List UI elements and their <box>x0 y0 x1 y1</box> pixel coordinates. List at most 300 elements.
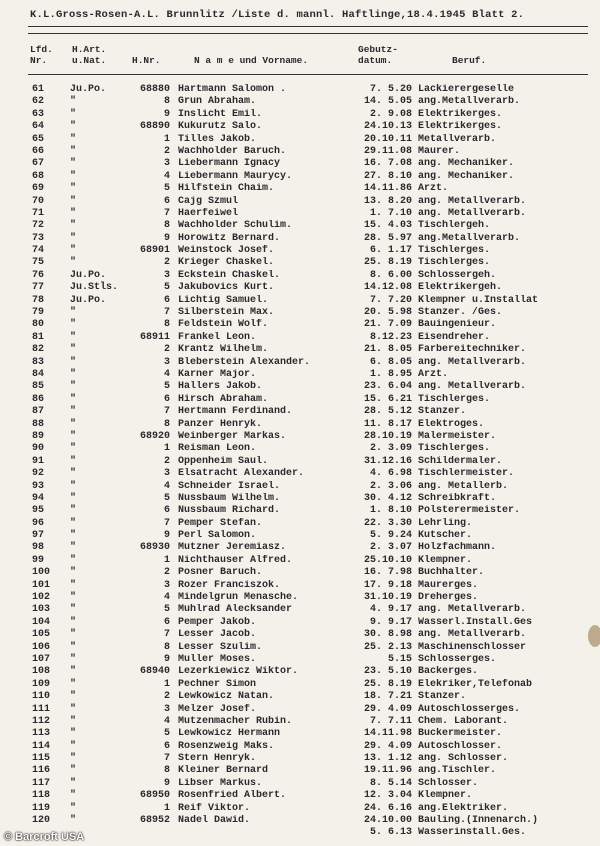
row-number: 102 <box>32 592 51 604</box>
row-name: Lewkowicz Hermann <box>178 728 281 740</box>
row-nationality: " <box>70 678 77 690</box>
row-number: 99 <box>32 554 45 566</box>
row-birthdate: 4. 6.98 <box>369 468 412 480</box>
row-number: 92 <box>32 468 45 480</box>
row-number: 117 <box>32 777 51 789</box>
row-number: 62 <box>32 96 45 108</box>
row-occupation: ang.Elektriker. <box>418 802 509 814</box>
row-occupation: Buchhalter. <box>418 567 485 579</box>
row-nationality: " <box>70 183 77 195</box>
list-row <box>0 357 600 369</box>
row-prisoner-number: 4 <box>163 480 170 492</box>
row-birthdate: 23. 6.04 <box>363 381 412 393</box>
row-birthdate: 29. 4.09 <box>363 740 412 752</box>
row-prisoner-number: 6 <box>163 505 170 517</box>
row-nationality: " <box>70 393 77 405</box>
list-row <box>0 555 600 567</box>
list-row <box>0 741 600 753</box>
list-row <box>0 381 600 393</box>
row-prisoner-number: 2 <box>163 567 170 579</box>
row-occupation: Autoschlosserges. <box>418 703 521 715</box>
row-number: 65 <box>32 133 45 145</box>
row-nationality: " <box>70 245 77 257</box>
row-name: Mutzenmacher Rubin. <box>178 715 293 727</box>
row-nationality: " <box>70 802 77 814</box>
row-occupation: Stanzer. <box>418 691 467 703</box>
row-prisoner-number: 9 <box>163 653 170 665</box>
row-number: 83 <box>32 356 45 368</box>
row-name: Libser Markus. <box>178 777 263 789</box>
row-number: 74 <box>32 245 45 257</box>
paper-stain <box>588 625 600 647</box>
row-birthdate: 23. 5.10 <box>363 666 412 678</box>
row-number: 108 <box>32 666 51 678</box>
row-birthdate: 27. 8.10 <box>363 170 412 182</box>
row-occupation: Wasserinstall.Ges. <box>418 827 527 839</box>
row-name: Schneider Israel. <box>178 480 281 492</box>
list-row <box>0 728 600 740</box>
row-prisoner-number: 2 <box>163 257 170 269</box>
row-nationality: " <box>70 616 77 628</box>
list-row <box>0 96 600 108</box>
row-birthdate: 1. 7.10 <box>369 207 412 219</box>
row-prisoner-number: 6 <box>163 294 170 306</box>
row-birthdate: 8. 5.14 <box>369 777 412 789</box>
row-name: Reisman Leon. <box>178 443 257 455</box>
row-number: 90 <box>32 443 45 455</box>
row-name: Rosenzweig Maks. <box>178 740 275 752</box>
row-occupation: Metallverarb. <box>418 133 497 145</box>
row-prisoner-number: 9 <box>163 530 170 542</box>
row-occupation: Tischlermeister. <box>418 468 515 480</box>
row-number: 88 <box>32 418 45 430</box>
row-birthdate: 31.12.16 <box>363 455 412 467</box>
row-nationality: " <box>70 765 77 777</box>
row-nationality: " <box>70 170 77 182</box>
row-prisoner-number: 6 <box>163 195 170 207</box>
row-prisoner-number: 8 <box>163 765 170 777</box>
row-birthdate: 28. 5.97 <box>363 232 412 244</box>
row-prisoner-number: 1 <box>163 802 170 814</box>
list-row <box>0 704 600 716</box>
row-birthdate: 14.12.08 <box>363 282 412 294</box>
row-occupation: Farbereitechniker. <box>418 344 527 356</box>
list-row <box>0 307 600 319</box>
row-birthdate: 5.15 <box>387 653 412 665</box>
row-birthdate: 22. 3.30 <box>363 517 412 529</box>
list-row <box>0 171 600 183</box>
row-occupation: ang. Metallverarb. <box>418 604 527 616</box>
row-occupation: ang. Mechaniker. <box>418 158 515 170</box>
header-occupation: Beruf. <box>452 55 487 66</box>
row-number: 89 <box>32 430 45 442</box>
row-name: Lesser Jacob. <box>178 629 257 641</box>
list-row <box>0 827 600 839</box>
row-birthdate: 14.11.98 <box>363 728 412 740</box>
row-nationality: " <box>70 368 77 380</box>
row-birthdate: 24.10.00 <box>363 815 412 827</box>
row-birthdate: 5. 6.13 <box>369 827 412 839</box>
row-name: Liebermann Maurycy. <box>178 170 293 182</box>
row-number: 101 <box>32 579 51 591</box>
row-prisoner-number: 1 <box>163 133 170 145</box>
row-nationality: " <box>70 777 77 789</box>
row-nationality: " <box>70 653 77 665</box>
row-occupation: ang.Metallverarb. <box>418 96 521 108</box>
row-birthdate: 24.10.13 <box>363 121 412 133</box>
list-row <box>0 592 600 604</box>
list-row <box>0 220 600 232</box>
row-nationality: " <box>70 815 77 827</box>
row-nationality: " <box>70 319 77 331</box>
row-prisoner-number: 3 <box>163 356 170 368</box>
list-row <box>0 146 600 158</box>
row-birthdate: 14.11.86 <box>363 183 412 195</box>
row-occupation: ang.Metallverarb. <box>418 232 521 244</box>
row-nationality: " <box>70 257 77 269</box>
row-prisoner-number: 4 <box>163 592 170 604</box>
row-occupation: Tischlerges. <box>418 245 491 257</box>
row-occupation: Elektrikerges. <box>418 108 503 120</box>
row-number: 71 <box>32 207 45 219</box>
row-name: Jakubovics Kurt. <box>178 282 275 294</box>
row-birthdate: 11. 8.17 <box>363 418 412 430</box>
row-occupation: ang.Tischler. <box>418 765 497 777</box>
row-occupation: Eisendreher. <box>418 331 491 343</box>
list-row <box>0 815 600 827</box>
row-occupation: Klempner u.Installat <box>418 294 539 306</box>
row-number: 94 <box>32 492 45 504</box>
row-nationality: " <box>70 703 77 715</box>
row-name: Bleberstein Alexander. <box>178 356 311 368</box>
row-name: Liebermann Ignacy <box>178 158 281 170</box>
row-occupation: Autoschlosser. <box>418 740 503 752</box>
row-nationality: " <box>70 505 77 517</box>
row-birthdate: 4. 9.17 <box>369 604 412 616</box>
row-birthdate: 29. 4.09 <box>363 703 412 715</box>
row-number: 116 <box>32 765 51 777</box>
row-prisoner-number: 5 <box>163 728 170 740</box>
list-row <box>0 270 600 282</box>
list-row <box>0 493 600 505</box>
row-nationality: Ju.Po. <box>70 269 107 281</box>
row-occupation: Bauingenieur. <box>418 319 497 331</box>
row-number: 115 <box>32 753 51 765</box>
list-row <box>0 803 600 815</box>
row-number: 106 <box>32 641 51 653</box>
row-birthdate: 25.10.10 <box>363 554 412 566</box>
row-birthdate: 2. 3.06 <box>369 480 412 492</box>
row-birthdate: 16. 7.08 <box>363 158 412 170</box>
row-occupation: Lackierergeselle <box>418 84 515 95</box>
row-nationality: " <box>70 207 77 219</box>
row-birthdate: 18. 7.21 <box>363 691 412 703</box>
row-prisoner-number: 8 <box>163 641 170 653</box>
row-birthdate: 5. 9.24 <box>369 530 412 542</box>
row-name: Horowitz Bernard. <box>178 232 281 244</box>
row-birthdate: 9. 9.17 <box>369 616 412 628</box>
row-nationality: " <box>70 480 77 492</box>
list-row <box>0 406 600 418</box>
row-occupation: Schlosser. <box>418 777 479 789</box>
row-occupation: Stanzer. <box>418 406 467 418</box>
row-name: Oppenheim Saul. <box>178 455 269 467</box>
row-nationality: " <box>70 517 77 529</box>
row-prisoner-number: 68880 <box>139 84 170 95</box>
row-number: 93 <box>32 480 45 492</box>
row-prisoner-number: 7 <box>163 629 170 641</box>
list-row <box>0 691 600 703</box>
row-prisoner-number: 68952 <box>139 815 170 827</box>
row-name: Inslicht Emil. <box>178 108 263 120</box>
row-birthdate: 14. 5.05 <box>363 96 412 108</box>
row-nationality: " <box>70 740 77 752</box>
header-rule <box>28 74 588 75</box>
row-nationality: " <box>70 145 77 157</box>
row-occupation: ang. Metallerb. <box>418 480 509 492</box>
row-name: Reif Viktor. <box>178 802 251 814</box>
row-occupation: Wasserl.Install.Ges <box>418 616 533 628</box>
row-prisoner-number: 2 <box>163 455 170 467</box>
row-number: 112 <box>32 715 51 727</box>
row-occupation: Malermeister. <box>418 430 497 442</box>
row-name: Weinberger Markas. <box>178 430 287 442</box>
row-birthdate: 1. 8.95 <box>369 368 412 380</box>
row-nationality: " <box>70 728 77 740</box>
row-nationality: " <box>70 195 77 207</box>
row-name: Eckstein Chaskel. <box>178 269 281 281</box>
list-row <box>0 642 600 654</box>
row-occupation: Bauling.(Innenarch.) <box>418 815 539 827</box>
list-row <box>0 481 600 493</box>
row-occupation: Arzt. <box>418 368 449 380</box>
row-number: 68 <box>32 170 45 182</box>
row-prisoner-number: 6 <box>163 616 170 628</box>
row-number: 64 <box>32 121 45 133</box>
row-name: Wachholder Schulim. <box>178 220 293 232</box>
row-nationality: " <box>70 406 77 418</box>
list-row <box>0 319 600 331</box>
row-birthdate: 19.11.96 <box>363 765 412 777</box>
row-nationality: " <box>70 468 77 480</box>
list-row <box>0 716 600 728</box>
row-nationality: " <box>70 592 77 604</box>
list-row <box>0 332 600 344</box>
row-name: Cajg Szmul <box>178 195 239 207</box>
row-occupation: Lehrling. <box>418 517 473 529</box>
list-row <box>0 245 600 257</box>
row-nationality: Ju.Po. <box>70 84 107 95</box>
row-occupation: Maurer. <box>418 145 461 157</box>
list-row <box>0 542 600 554</box>
list-row <box>0 233 600 245</box>
row-name: Weinstock Josef. <box>178 245 275 257</box>
row-name: Elsatracht Alexander. <box>178 468 305 480</box>
row-name: Grun Abraham. <box>178 96 257 108</box>
row-birthdate: 8. 6.00 <box>369 269 412 281</box>
row-occupation: ang. Metallverarb. <box>418 629 527 641</box>
row-prisoner-number: 1 <box>163 554 170 566</box>
row-nationality: " <box>70 666 77 678</box>
document-title: K.L.Gross-Rosen-A.L. Brunnlitz /Liste d. mannl. Haftlinge,18.4.1945 Blatt 2. <box>30 9 525 21</box>
list-row <box>0 443 600 455</box>
row-prisoner-number: 3 <box>163 703 170 715</box>
row-nationality: " <box>70 121 77 133</box>
title-underline <box>28 26 588 27</box>
row-prisoner-number: 5 <box>163 604 170 616</box>
row-occupation: Klempner. <box>418 790 473 802</box>
row-name: Hartmann Salomon . <box>178 84 287 95</box>
row-birthdate: 15. 4.03 <box>363 220 412 232</box>
row-occupation: Stanzer. /Ges. <box>418 307 503 319</box>
list-row <box>0 419 600 431</box>
row-prisoner-number: 3 <box>163 579 170 591</box>
row-birthdate: 2. 9.08 <box>369 108 412 120</box>
row-occupation: Maurerges. <box>418 579 479 591</box>
header-prisoner-number: H.Nr. <box>132 55 161 66</box>
row-nationality: Ju.Po. <box>70 294 107 306</box>
row-name: Wachholder Baruch. <box>178 145 287 157</box>
row-occupation: Elektrikergeh. <box>418 282 503 294</box>
row-occupation: Tischlerges. <box>418 393 491 405</box>
row-prisoner-number: 3 <box>163 158 170 170</box>
row-prisoner-number: 5 <box>163 282 170 294</box>
row-name: Posner Baruch. <box>178 567 263 579</box>
row-birthdate: 15. 6.21 <box>363 393 412 405</box>
row-occupation: Schlossergeh. <box>418 269 497 281</box>
row-number: 86 <box>32 393 45 405</box>
list-row <box>0 208 600 220</box>
row-number: 85 <box>32 381 45 393</box>
row-birthdate: 6. 1.17 <box>369 245 412 257</box>
row-nationality: " <box>70 530 77 542</box>
row-prisoner-number: 9 <box>163 232 170 244</box>
row-number: 79 <box>32 307 45 319</box>
list-row <box>0 431 600 443</box>
row-name: Perl Salomon. <box>178 530 257 542</box>
row-name: Krantz Wilhelm. <box>178 344 269 356</box>
row-nationality: " <box>70 691 77 703</box>
row-name: Lezerkiewicz Wiktor. <box>178 666 299 678</box>
row-prisoner-number: 2 <box>163 145 170 157</box>
list-row <box>0 679 600 691</box>
row-name: Pemper Stefan. <box>178 517 263 529</box>
prisoner-list <box>0 84 600 840</box>
row-name: Nadel Dawid. <box>178 815 251 827</box>
row-birthdate: 7. 5.20 <box>369 84 412 95</box>
row-birthdate: 28. 5.12 <box>363 406 412 418</box>
row-prisoner-number: 4 <box>163 715 170 727</box>
list-row <box>0 121 600 133</box>
row-occupation: Tischlerges. <box>418 257 491 269</box>
row-number: 114 <box>32 740 51 752</box>
row-occupation: Dreherges. <box>418 592 479 604</box>
row-nationality: " <box>70 307 77 319</box>
row-prisoner-number: 7 <box>163 517 170 529</box>
row-occupation: ang. Metallverarb. <box>418 195 527 207</box>
row-nationality: " <box>70 108 77 120</box>
row-nationality: " <box>70 430 77 442</box>
row-prisoner-number: 7 <box>163 753 170 765</box>
row-number: 118 <box>32 790 51 802</box>
row-number: 81 <box>32 331 45 343</box>
row-number: 120 <box>32 815 51 827</box>
row-occupation: Tischlergeh. <box>418 220 491 232</box>
list-row <box>0 617 600 629</box>
row-number: 67 <box>32 158 45 170</box>
row-number: 75 <box>32 257 45 269</box>
row-nationality: " <box>70 790 77 802</box>
row-occupation: Chem. Laborant. <box>418 715 509 727</box>
list-row <box>0 84 600 96</box>
row-number: 104 <box>32 616 51 628</box>
row-birthdate: 17. 9.18 <box>363 579 412 591</box>
row-name: Mutzner Jeremiasz. <box>178 542 287 554</box>
list-row <box>0 778 600 790</box>
row-prisoner-number: 5 <box>163 183 170 195</box>
row-number: 107 <box>32 653 51 665</box>
row-nationality: " <box>70 492 77 504</box>
row-number: 72 <box>32 220 45 232</box>
row-name: Pechner Simon <box>178 678 257 690</box>
row-prisoner-number: 7 <box>163 406 170 418</box>
row-occupation: Elektrikerges. <box>418 121 503 133</box>
row-occupation: Elektroges. <box>418 418 485 430</box>
row-nationality: " <box>70 232 77 244</box>
row-nationality: " <box>70 641 77 653</box>
row-number: 82 <box>32 344 45 356</box>
row-occupation: Schreibkraft. <box>418 492 497 504</box>
row-nationality: " <box>70 542 77 554</box>
row-number: 77 <box>32 282 45 294</box>
row-occupation: Kutscher. <box>418 530 473 542</box>
row-birthdate: 25. 8.19 <box>363 257 412 269</box>
row-birthdate: 25. 2.13 <box>363 641 412 653</box>
row-nationality: " <box>70 220 77 232</box>
row-birthdate: 7. 7.20 <box>369 294 412 306</box>
row-name: Mindelgrun Menasche. <box>178 592 299 604</box>
list-row <box>0 394 600 406</box>
row-prisoner-number: 2 <box>163 691 170 703</box>
row-name: Melzer Josef. <box>178 703 257 715</box>
row-name: Hallers Jakob. <box>178 381 263 393</box>
photo-credit: © Barcroft USA <box>4 831 85 843</box>
row-name: Muhlrad Alecksander <box>178 604 293 616</box>
row-occupation: Schlosserges. <box>418 653 497 665</box>
row-number: 110 <box>32 691 51 703</box>
row-prisoner-number: 8 <box>163 220 170 232</box>
row-prisoner-number: 8 <box>163 319 170 331</box>
list-row <box>0 753 600 765</box>
row-birthdate: 25. 8.19 <box>363 678 412 690</box>
row-occupation: Klempner. <box>418 554 473 566</box>
row-name: Panzer Henryk. <box>178 418 263 430</box>
row-number: 100 <box>32 567 51 579</box>
row-birthdate: 30. 4.12 <box>363 492 412 504</box>
list-row <box>0 654 600 666</box>
row-occupation: Polsterermeister. <box>418 505 521 517</box>
row-occupation: Elekriker,Telefonab <box>418 678 533 690</box>
row-prisoner-number: 68890 <box>139 121 170 133</box>
row-prisoner-number: 3 <box>163 468 170 480</box>
list-row <box>0 196 600 208</box>
row-nationality: " <box>70 715 77 727</box>
row-prisoner-number: 68901 <box>139 245 170 257</box>
row-number: 73 <box>32 232 45 244</box>
header-nr: Lfd. Nr. <box>30 44 53 66</box>
row-nationality: " <box>70 331 77 343</box>
row-number: 78 <box>32 294 45 306</box>
